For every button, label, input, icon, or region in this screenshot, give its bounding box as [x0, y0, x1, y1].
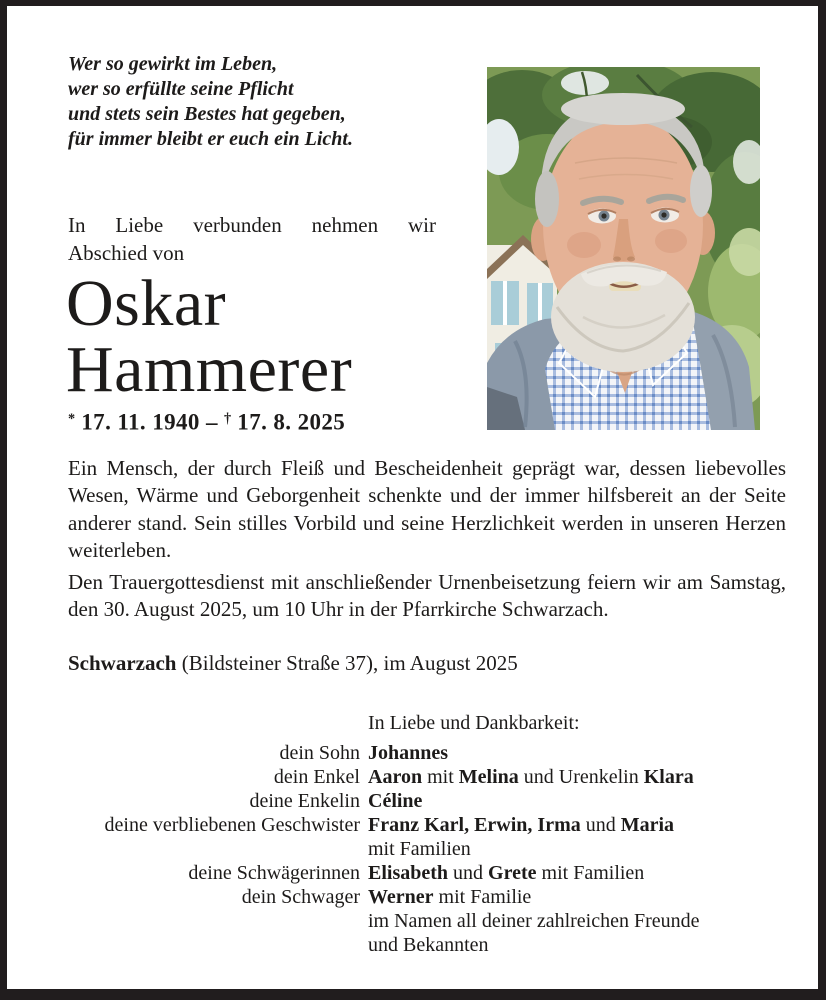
- birth-date: 17. 11. 1940: [81, 409, 200, 435]
- relation-label: [68, 933, 360, 957]
- gratitude-header: In Liebe und Dankbarkeit:: [368, 712, 580, 734]
- relation-label: deine Enkelin: [249, 790, 360, 812]
- family-names: im Namen all deiner zahlreichen Freunde: [368, 910, 700, 932]
- family-names: mit Familien: [368, 838, 471, 860]
- verse-line: für immer bleibt er euch ein Licht.: [68, 128, 353, 150]
- family-names: Johannes: [368, 742, 449, 764]
- verse-line: Wer so gewirkt im Leben,: [68, 53, 278, 75]
- deceased-last-name: Hammerer: [66, 333, 353, 406]
- relation-label: deine verbliebenen Geschwister: [104, 814, 360, 836]
- obituary-paragraph: Ein Mensch, der durch Fleiß und Bescheidenheit geprägt war, dessen liebevolles Wesen, Wärme und Geborgenheit schenkte und der immer hilfsbereit an der Seite anderer stand. Sein stilles Vorbild und seine Herzlichkeit werden in unseren Herzen weiterleben.: [68, 456, 786, 562]
- memorial-verse: [68, 52, 398, 152]
- relation-label: [68, 909, 360, 933]
- gratitude-entries: [68, 741, 786, 957]
- verse-line: und stets sein Bestes hat gegeben,: [68, 103, 346, 125]
- gratitude-row: [68, 813, 786, 837]
- farewell-intro: [68, 211, 436, 267]
- verse-line: wer so erfüllte seine Pflicht: [68, 78, 294, 100]
- place-rest: (Bildsteiner Straße 37), im August 2025: [176, 651, 518, 675]
- service-paragraph: Den Trauergottesdienst mit anschließender Urnenbeisetzung feiern wir am Samstag, den 30. August 2025, um 10 Uhr in der Pfarrkirche Schwarzach.: [68, 570, 786, 622]
- deceased-first-name: Oskar: [66, 267, 227, 340]
- farewell-intro-line1: In Liebe verbunden nehmen wir: [68, 213, 436, 237]
- death-date: 17. 8. 2025: [237, 409, 346, 435]
- date-separator: –: [199, 409, 225, 435]
- portrait-photo: [487, 67, 760, 430]
- gratitude-row: [68, 885, 786, 909]
- relation-label: dein Enkel: [273, 766, 360, 788]
- place-date-line: [68, 650, 518, 677]
- relation-label: dein Sohn: [279, 742, 360, 764]
- life-dates: [68, 404, 345, 437]
- gratitude-row: [68, 741, 786, 765]
- gratitude-section: [68, 711, 786, 957]
- gratitude-row: [68, 933, 786, 957]
- family-names: Werner mit Familie: [368, 886, 532, 908]
- relation-label: dein Schwager: [241, 886, 360, 908]
- gratitude-row: [68, 837, 786, 861]
- relation-label: deine Schwägerinnen: [188, 862, 360, 884]
- family-names: und Bekannten: [368, 934, 489, 956]
- place-name: Schwarzach: [68, 651, 177, 675]
- gratitude-row: [68, 765, 786, 789]
- farewell-intro-line2: Abschied von: [68, 241, 185, 265]
- family-names: Céline: [368, 790, 423, 812]
- family-names: Aaron mit Melina und Urenkelin Klara: [368, 766, 694, 788]
- birth-star-symbol: *: [68, 411, 76, 427]
- gratitude-row: [68, 909, 786, 933]
- gratitude-row: [68, 789, 786, 813]
- relation-label: [68, 837, 360, 861]
- family-names: Franz Karl, Erwin, Irma und Maria: [368, 814, 675, 836]
- family-names: Elisabeth und Grete mit Familien: [368, 862, 645, 884]
- gratitude-row: [68, 861, 786, 885]
- deceased-name: [66, 267, 353, 406]
- death-dagger-symbol: †: [224, 411, 232, 427]
